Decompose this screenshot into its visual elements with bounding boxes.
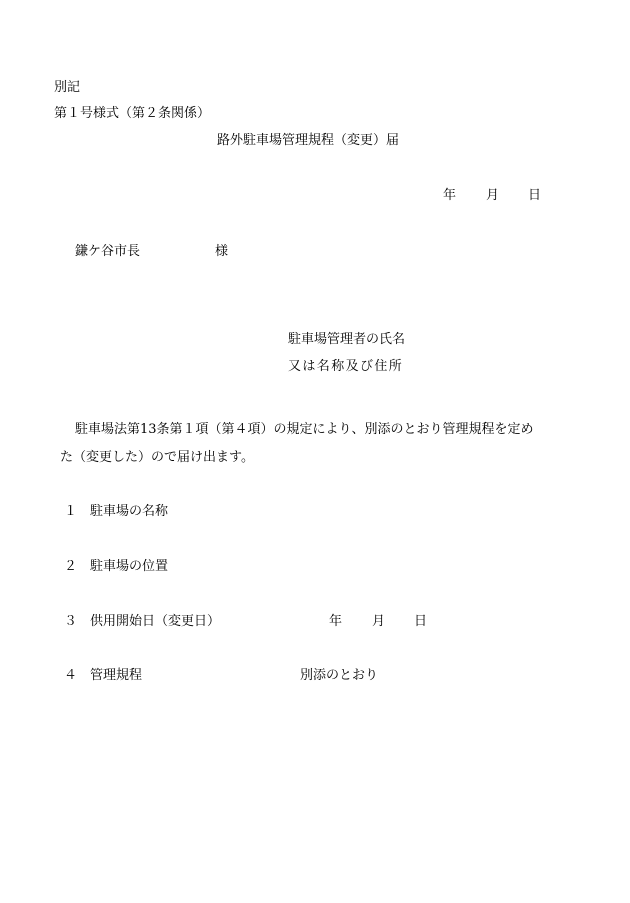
item-3-year-label: 年 — [329, 614, 343, 629]
item-1 — [64, 504, 168, 520]
item-4 — [64, 668, 142, 684]
item-number: ２ — [64, 559, 78, 574]
item-4-value: 別添のとおり — [300, 668, 379, 683]
applicant-name-label: 駐車場管理者の氏名 — [288, 332, 406, 347]
item-number: １ — [64, 504, 78, 519]
item-number: ３ — [64, 614, 78, 629]
addressee-name: 鎌ケ谷市長 — [75, 244, 141, 259]
body-text-line-2: た（変更した）ので届け出ます。 — [60, 450, 254, 465]
date-day-label: 日 — [528, 188, 542, 203]
item-3-day-label: 日 — [414, 614, 428, 629]
item-label: 駐車場の位置 — [90, 559, 169, 574]
item-label: 管理規程 — [90, 668, 143, 683]
item-number: ４ — [64, 668, 78, 683]
date-year-label: 年 — [443, 188, 457, 203]
form-label: 第１号様式（第２条関係） — [54, 106, 211, 121]
item-label: 供用開始日（変更日） — [90, 614, 221, 629]
addressee-honorific: 様 — [215, 244, 229, 259]
item-label: 駐車場の名称 — [90, 504, 169, 519]
annex-label: 別記 — [54, 80, 81, 95]
item-3 — [64, 614, 220, 630]
body-text-line-1: 駐車場法第13条第１項（第４項）の規定により、別添のとおり管理規程を定め — [75, 422, 534, 437]
document-title: 路外駐車場管理規程（変更）届 — [217, 133, 400, 148]
item-2 — [64, 559, 168, 575]
applicant-address-label: 又は名称及び住所 — [288, 359, 404, 374]
item-3-month-label: 月 — [372, 614, 386, 629]
date-month-label: 月 — [486, 188, 500, 203]
